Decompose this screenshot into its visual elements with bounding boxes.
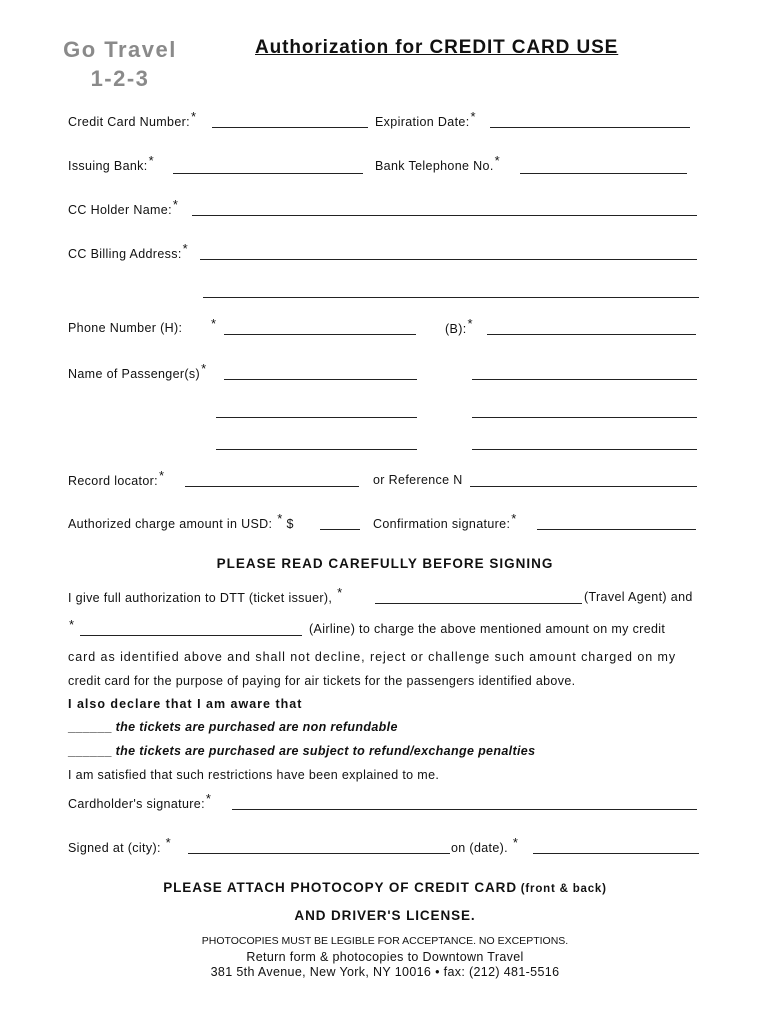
passenger-field-5[interactable] — [216, 448, 417, 450]
cardholder-signature-label: Cardholder's signature:* — [68, 791, 212, 811]
cc-number-label: Credit Card Number:* — [68, 109, 197, 129]
holder-name-field[interactable] — [192, 214, 697, 216]
form-title: Authorization for CREDIT CARD USE — [255, 37, 619, 58]
auth-line-1-end: (Travel Agent) and — [584, 590, 693, 604]
bank-phone-field[interactable] — [520, 172, 687, 174]
bullet-icon: • — [435, 965, 440, 979]
passengers-label: Name of Passenger(s)* — [68, 361, 207, 381]
reference-field[interactable] — [470, 485, 697, 487]
attach-photocopy-line: PLEASE ATTACH PHOTOCOPY OF CREDIT CARD (front & back) — [163, 880, 607, 895]
holder-name-label: CC Holder Name:* — [68, 197, 179, 217]
read-carefully-heading: PLEASE READ CAREFULLY BEFORE SIGNING — [216, 556, 554, 571]
billing-address-field-2[interactable] — [203, 296, 699, 298]
option-refund-penalties: ______ the tickets are purchased are subject to refund/exchange penalties — [68, 744, 536, 758]
record-locator-field[interactable] — [185, 485, 359, 487]
issuing-bank-field[interactable] — [173, 172, 363, 174]
airline-required: * — [69, 617, 75, 632]
amount-field[interactable] — [320, 528, 360, 530]
contact-address: 381 5th Avenue, New York, NY 10016 • fax: (212) 481-5516 — [210, 965, 560, 979]
legible-notice: PHOTOCOPIES MUST BE LEGIBLE FOR ACCEPTANCE. NO EXCEPTIONS. — [201, 935, 569, 947]
travel-agent-field[interactable] — [375, 602, 582, 604]
passenger-field-3[interactable] — [216, 416, 417, 418]
option-non-refundable: ______ the tickets are purchased are non refundable — [68, 720, 398, 734]
expiration-label: Expiration Date:* — [375, 109, 476, 129]
phone-b-field[interactable] — [487, 333, 696, 335]
declare-line: I also declare that I am aware that — [68, 697, 303, 711]
passenger-field-1[interactable] — [224, 378, 417, 380]
option-2-blank[interactable]: ______ — [68, 744, 112, 758]
passenger-field-2[interactable] — [472, 378, 697, 380]
record-locator-label: Record locator:* — [68, 468, 165, 488]
passenger-field-4[interactable] — [472, 416, 697, 418]
bank-phone-label: Bank Telephone No.* — [375, 153, 501, 173]
option-1-blank[interactable]: ______ — [68, 720, 112, 734]
drivers-license-line: AND DRIVER'S LICENSE. — [294, 908, 476, 923]
auth-line-4: credit card for the purpose of paying for air tickets for the passengers identified above. — [68, 674, 576, 688]
auth-line-2: (Airline) to charge the above mentioned amount on my credit — [309, 622, 666, 636]
passenger-field-6[interactable] — [472, 448, 697, 450]
amount-label: Authorized charge amount in USD: * $ — [68, 511, 294, 531]
billing-address-field[interactable] — [200, 258, 697, 260]
logo-line-2: 1-2-3 — [90, 66, 150, 91]
cc-number-field[interactable] — [212, 126, 368, 128]
reference-label: or Reference N — [373, 473, 463, 487]
confirmation-label: Confirmation signature:* — [373, 511, 517, 531]
cardholder-signature-field[interactable] — [232, 808, 697, 810]
on-date-label: on (date). * — [451, 835, 519, 855]
return-instructions: Return form & photocopies to Downtown Travel — [246, 950, 524, 964]
signed-at-label: Signed at (city): * — [68, 835, 172, 855]
issuing-bank-label: Issuing Bank:* — [68, 153, 155, 173]
auth-line-1: I give full authorization to DTT (ticket issuer), * — [68, 585, 343, 605]
signed-city-field[interactable] — [188, 852, 450, 854]
phone-h-field[interactable] — [224, 333, 416, 335]
logo-line-1: Go Travel — [63, 37, 177, 62]
airline-field[interactable] — [80, 634, 302, 636]
satisfied-line: I am satisfied that such restrictions have been explained to me. — [68, 768, 440, 782]
phone-h-label: Phone Number (H): — [68, 321, 183, 335]
auth-line-3: card as identified above and shall not decline, reject or challenge such amount charged on my — [68, 650, 677, 664]
date-field[interactable] — [533, 852, 699, 854]
confirmation-field[interactable] — [537, 528, 696, 530]
expiration-field[interactable] — [490, 126, 690, 128]
billing-address-label: CC Billing Address:* — [68, 241, 189, 261]
phone-b-label: (B):* — [445, 316, 473, 336]
phone-h-required: * — [211, 316, 217, 331]
